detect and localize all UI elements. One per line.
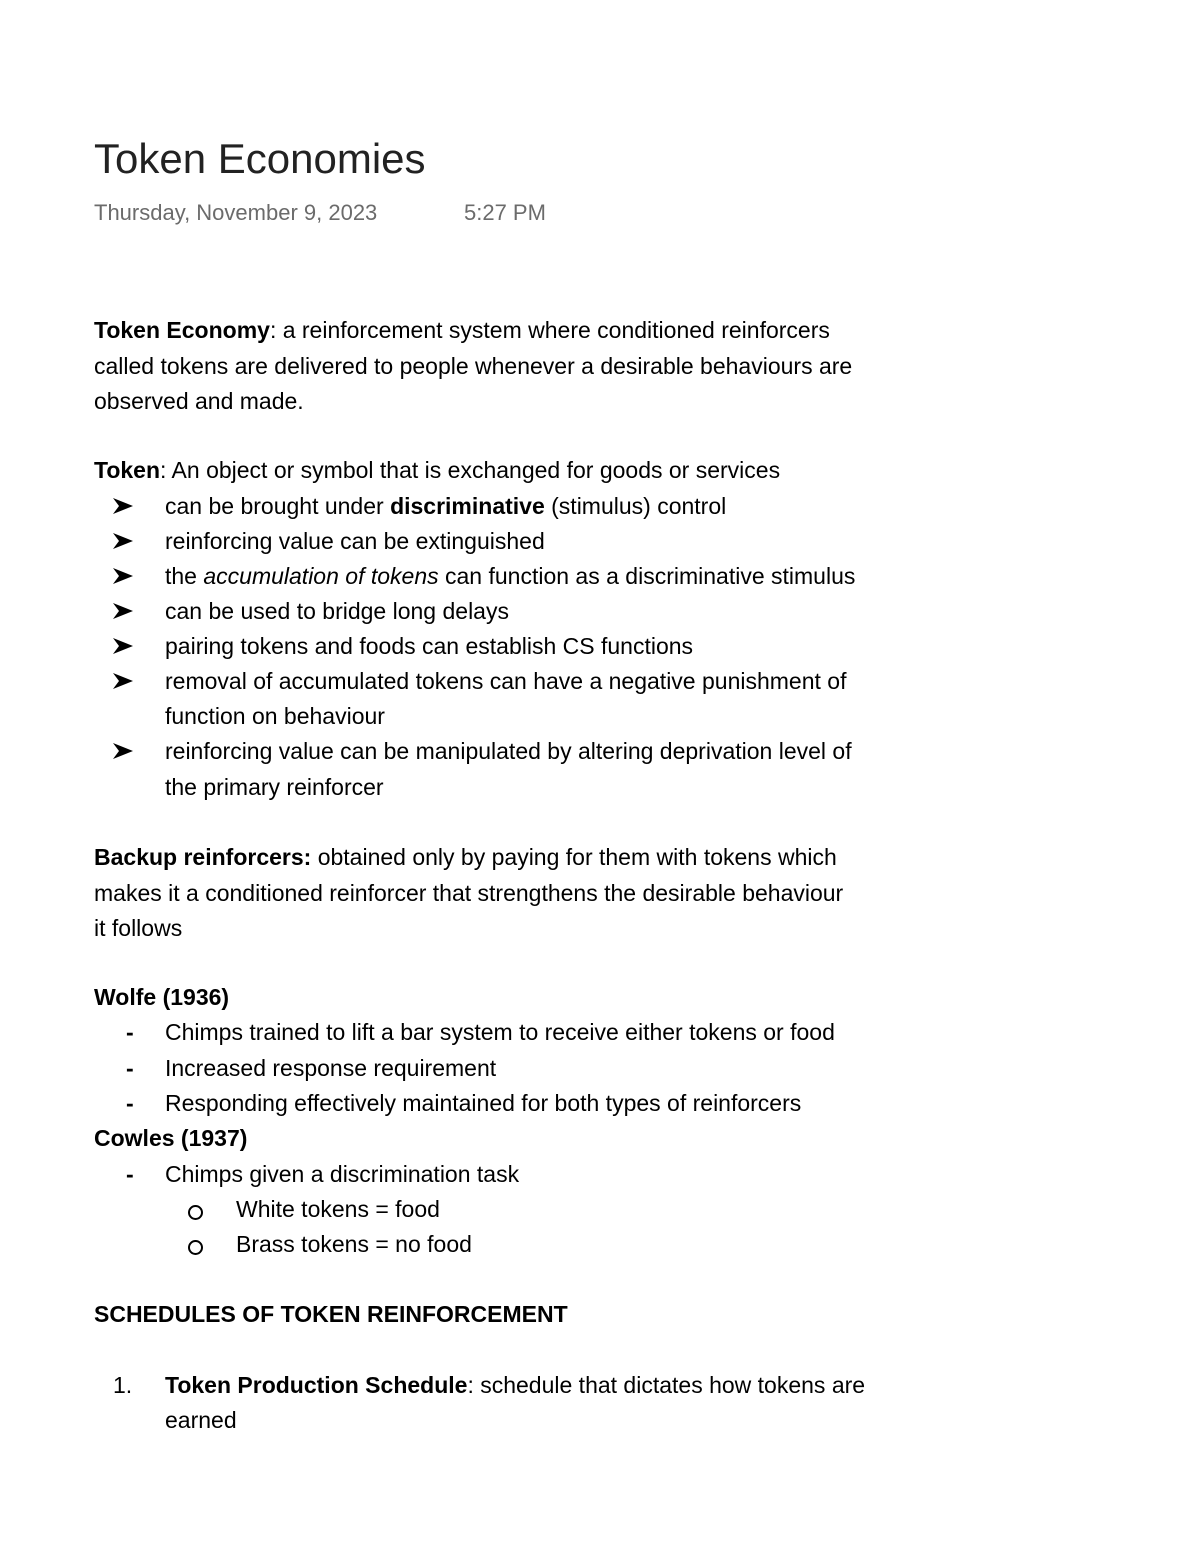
dash-bullet: -: [126, 1019, 134, 1045]
hollow-circle-bullet-icon: [188, 1227, 203, 1265]
bullet-italic-text: accumulation of tokens: [203, 563, 439, 589]
bullet-text: the: [165, 563, 204, 589]
backup-term: Backup reinforcers:: [94, 844, 312, 870]
token-economy-term: Token Economy: [94, 317, 270, 343]
schedule-item-1-line-1: [165, 1368, 865, 1403]
backup-line-3: it follows: [94, 915, 183, 941]
arrowhead-bullet-icon: [112, 524, 138, 550]
note-time: 5:27 PM: [464, 200, 546, 225]
dash-bullet: -: [126, 1090, 134, 1116]
token-economy-line-2: called tokens are delivered to people whenever a desirable behaviours are: [94, 353, 853, 379]
wolfe-heading: Wolfe (1936): [94, 984, 230, 1010]
bullet-text: can function as a discriminative stimulus: [438, 563, 856, 589]
token-term: Token: [94, 457, 161, 483]
token-economy-line-3: observed and made.: [94, 388, 304, 414]
dash-bullet: -: [126, 1055, 134, 1081]
list-number: 1.: [113, 1372, 133, 1398]
dash-bullet: -: [126, 1161, 134, 1187]
token-bullet-6-line-2: function on behaviour: [165, 703, 385, 729]
token-bullet-2: reinforcing value can be extinguished: [165, 528, 545, 554]
hollow-circle-bullet-icon: [188, 1192, 203, 1230]
token-economy-line-1: [94, 313, 830, 348]
schedules-heading: SCHEDULES OF TOKEN REINFORCEMENT: [94, 1301, 568, 1327]
cowles-item-1: Chimps given a discrimination task: [165, 1161, 520, 1187]
cowles-heading: Cowles (1937): [94, 1125, 248, 1151]
backup-line-1: [94, 840, 837, 875]
token-bullet-3: [165, 559, 855, 594]
schedule-term: Token Production Schedule: [165, 1372, 468, 1398]
token-economy-def: : a reinforcement system where conditioned reinforcers: [269, 317, 830, 343]
token-definition: [94, 453, 780, 488]
bullet-text: can be brought under: [165, 493, 391, 519]
schedule-item-1-line-2: earned: [165, 1407, 237, 1433]
arrowhead-bullet-icon: [112, 629, 138, 655]
arrowhead-bullet-icon: [112, 734, 138, 760]
backup-def: obtained only by paying for them with tokens which: [311, 844, 837, 870]
wolfe-item-2: Increased response requirement: [165, 1055, 497, 1081]
token-def: : An object or symbol that is exchanged for goods or services: [160, 457, 781, 483]
arrowhead-bullet-icon: [112, 559, 138, 585]
token-bullet-7-line-2: the primary reinforcer: [165, 774, 384, 800]
cowles-subitem-2: Brass tokens = no food: [236, 1231, 472, 1257]
wolfe-item-1: Chimps trained to lift a bar system to receive either tokens or food: [165, 1019, 835, 1045]
token-bullet-7-line-1: reinforcing value can be manipulated by altering deprivation level of: [165, 738, 852, 764]
note-date: Thursday, November 9, 2023: [94, 200, 378, 225]
token-bullet-1: [165, 489, 726, 524]
schedule-def: : schedule that dictates how tokens are: [467, 1372, 866, 1398]
arrowhead-bullet-icon: [112, 489, 138, 515]
arrowhead-bullet-icon: [112, 594, 138, 620]
token-bullet-5: pairing tokens and foods can establish CS functions: [165, 633, 694, 659]
cowles-subitem-1: White tokens = food: [236, 1196, 440, 1222]
arrowhead-bullet-icon: [112, 664, 138, 690]
page-title: Token Economies: [94, 135, 426, 182]
bullet-text: (stimulus) control: [544, 493, 727, 519]
bullet-bold-text: discriminative: [390, 493, 545, 519]
token-bullet-4: can be used to bridge long delays: [165, 598, 509, 624]
wolfe-item-3: Responding effectively maintained for both types of reinforcers: [165, 1090, 802, 1116]
backup-line-2: makes it a conditioned reinforcer that strengthens the desirable behaviour: [94, 880, 844, 906]
token-bullet-6-line-1: removal of accumulated tokens can have a negative punishment of: [165, 668, 847, 694]
